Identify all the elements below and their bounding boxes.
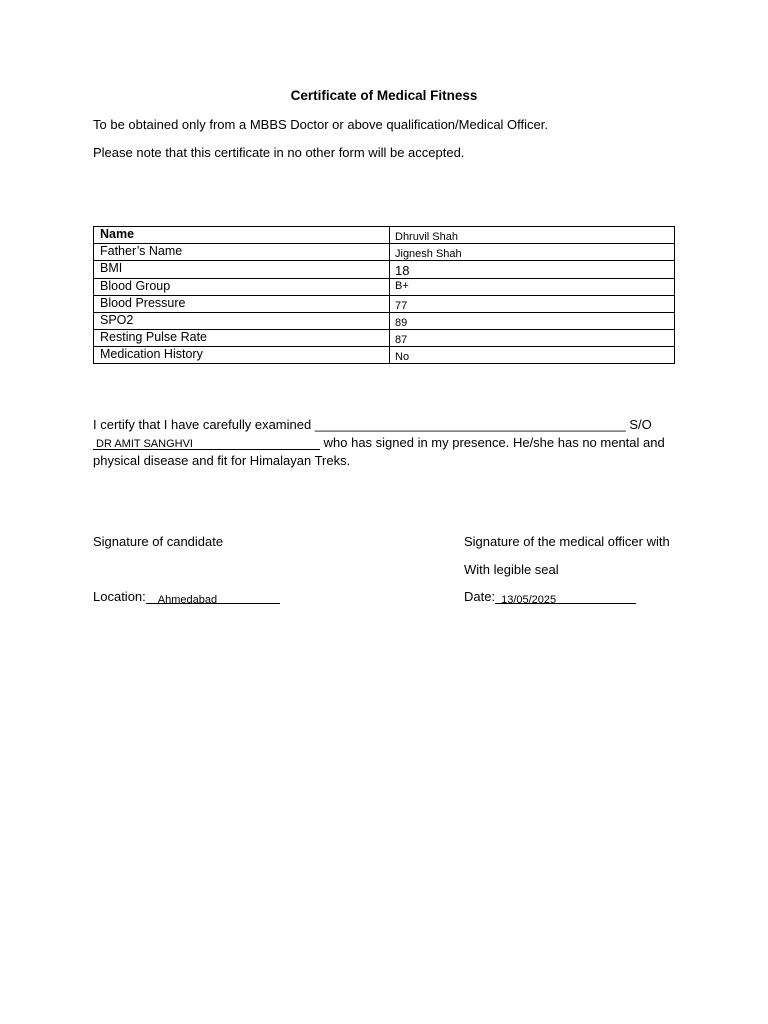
field-value-text: Dhruvil Shah	[395, 231, 458, 243]
date-value: 13/05/2025	[501, 594, 557, 606]
field-value-text: 77	[395, 300, 408, 312]
table-row	[94, 244, 675, 261]
field-label-resting-pulse-rate: Resting Pulse Rate	[94, 330, 390, 347]
field-value-medication-history[interactable]	[390, 347, 675, 364]
field-label-name: Name	[94, 227, 390, 244]
date-line	[464, 589, 636, 604]
field-label-blood-group: Blood Group	[94, 279, 390, 296]
field-value-text: Jignesh Shah	[395, 248, 462, 260]
date-label: Date:	[464, 589, 496, 604]
field-label-blood-pressure: Blood Pressure	[94, 296, 390, 313]
field-value-bmi[interactable]	[390, 261, 675, 279]
officer-signature-label: Signature of the medical officer with	[464, 534, 670, 549]
certify-line-1	[93, 416, 683, 434]
intro-line-acceptance: Please note that this certificate in no other form will be accepted.	[93, 145, 465, 160]
field-label-fathers-name: Father’s Name	[94, 244, 390, 261]
field-value-resting-pulse-rate[interactable]	[390, 330, 675, 347]
field-label-spo2: SPO2	[94, 313, 390, 330]
field-value-text: 89	[395, 317, 408, 329]
date-field[interactable]	[495, 591, 636, 604]
field-value-spo2[interactable]	[390, 313, 675, 330]
details-table	[93, 226, 675, 364]
field-value-text: 18	[395, 263, 410, 278]
location-field[interactable]	[146, 591, 280, 604]
field-value-text: No	[395, 351, 410, 363]
table-row	[94, 279, 675, 296]
examined-name-blank[interactable]: ___________________________________________	[314, 417, 626, 432]
certify-text: I certify that I have carefully examined	[93, 417, 312, 432]
field-value-blood-pressure[interactable]	[390, 296, 675, 313]
field-label-medication-history: Medication History	[94, 347, 390, 364]
field-value-text: B+	[395, 280, 409, 292]
doctor-name-value: DR AMIT SANGHVI	[96, 438, 193, 450]
table-row	[94, 227, 675, 244]
location-line	[93, 589, 280, 604]
doctor-name-field[interactable]	[93, 437, 320, 450]
field-value-fathers-name[interactable]	[390, 244, 675, 261]
table-row	[94, 296, 675, 313]
table-row	[94, 330, 675, 347]
seal-label: With legible seal	[464, 562, 559, 577]
field-value-blood-group[interactable]	[390, 279, 675, 296]
location-value: Ahmedabad	[157, 594, 218, 606]
field-value-text: 87	[395, 334, 408, 346]
table-row	[94, 313, 675, 330]
certify-line-3: physical disease and fit for Himalayan Treks.	[93, 453, 351, 468]
certificate-title: Certificate of Medical Fitness	[290, 88, 478, 103]
intro-line-qualification: To be obtained only from a MBBS Doctor or above qualification/Medical Officer.	[93, 117, 548, 132]
candidate-signature-label: Signature of candidate	[93, 534, 224, 549]
certification-paragraph	[93, 416, 683, 470]
certify-text-signed: who has signed in my presence. He/she has no mental and	[323, 435, 665, 450]
field-value-name[interactable]	[390, 227, 675, 244]
table-row	[94, 347, 675, 364]
field-label-bmi: BMI	[94, 261, 390, 279]
table-row	[94, 261, 675, 279]
so-label: S/O	[629, 417, 652, 432]
certify-line-2	[93, 434, 683, 452]
location-label: Location:	[93, 589, 146, 604]
